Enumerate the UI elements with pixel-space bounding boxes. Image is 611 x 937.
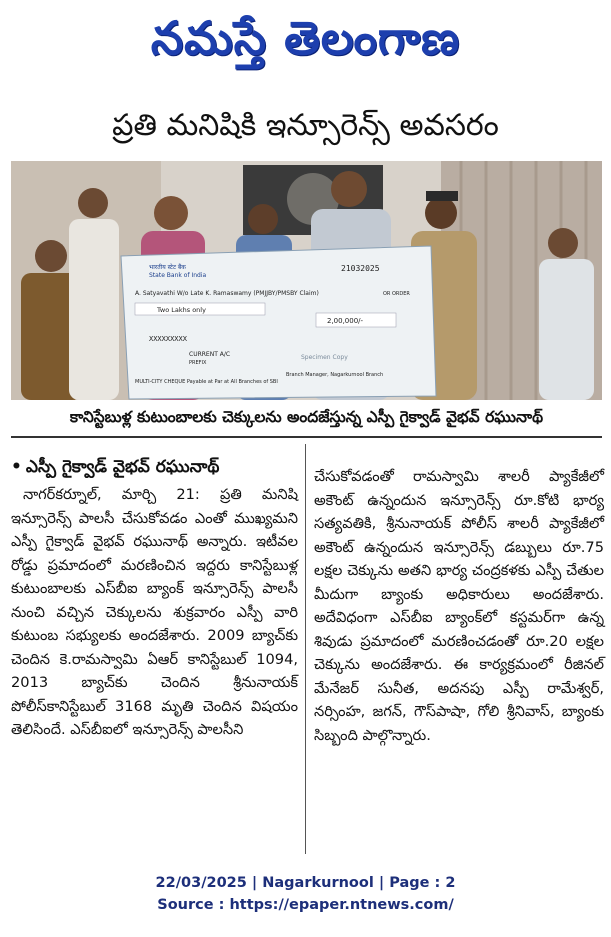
bullet-icon: • bbox=[11, 457, 22, 477]
photo-caption bbox=[11, 401, 602, 438]
article-left-column bbox=[11, 455, 298, 742]
column-divider bbox=[305, 444, 306, 854]
cheque-or-order: OR ORDER bbox=[383, 291, 410, 297]
cheque-account-type: CURRENT A/C bbox=[189, 351, 231, 358]
cheque-rupees: Two Lakhs only bbox=[157, 306, 206, 314]
footer bbox=[0, 872, 611, 916]
cheque-bank-name: भारतीय स्टेट बैंक bbox=[149, 264, 186, 271]
footer-date-line: 22/03/2025 | Nagarkurnool | Page : 2 bbox=[155, 875, 456, 891]
article-right-column bbox=[314, 465, 604, 747]
masthead bbox=[0, 0, 611, 88]
headline-text: ప్రతి మనిషికి ఇన్సూరెన్స్‌ అవసరం bbox=[112, 108, 499, 143]
headline bbox=[0, 100, 611, 158]
cheque-prefix: PREFIX bbox=[189, 360, 207, 366]
byline bbox=[11, 455, 298, 479]
byline-text: ఎస్పీ గైక్వాడ్‌ వైభవ్‌ రఘునాథ్‌ bbox=[25, 457, 220, 477]
cheque-date: 21032025 bbox=[341, 264, 380, 273]
cheque-amount: 2,00,000/- bbox=[327, 317, 364, 325]
cheque bbox=[121, 246, 436, 399]
photo-scene bbox=[11, 161, 602, 400]
cheque-account: XXXXXXXXX bbox=[149, 335, 187, 343]
photo-caption-text: కానిస్టేబుళ్ల కుటుంబాలకు చెక్కులను అందజేస్తున్న ఎస్పీ గైక్వాడ్‌ వైభవ్‌ రఘునాథ్‌ bbox=[69, 407, 544, 426]
cheque-specimen: Specimen Copy bbox=[301, 354, 348, 361]
newspaper-title: నమస్తే తెలంగాణ bbox=[150, 11, 461, 65]
cheque-bank-name-en: State Bank of India bbox=[149, 272, 207, 279]
cheque-signatory: Branch Manager, Nagarkurnool Branch bbox=[286, 372, 384, 378]
cheque-multi-city: MULTI-CITY CHEQUE Payable at Par at All Branches of SBI bbox=[135, 379, 278, 385]
footer-source-line[interactable]: Source : https://epaper.ntnews.com/ bbox=[157, 897, 454, 913]
article-body-right: చేసుకోవడంతో రామస్వామి శాలరీ ప్యాకేజీలో అకౌంట్‌ ఉన్నందున ఇన్సూరెన్స్‌ రూ.కోటి భార్య సత్యవతికి, శ్రీనునాయక్‌ పోలీస్‌ శాలరీ ప్యాకేజీలో అకౌంట్‌ ఉన్నందున ఇన్సూరెన్స్‌ డబ్బులు రూ.75 లక్షల చెక్కును అతని భార్య చంద్రకళకు ఎస్పీ చేతుల మీదుగా బ్యాంకు అధికారులు అందజేశారు. అదేవిధంగా ఎస్‌బీఐ బ్యాంక్‌లో కస్టమర్‌గా ఉన్న శివుడు ప్రమాదంలో మరణించడంతో రూ.20 లక్షల చెక్కును అందజేశారు. ఈ కార్యక్రమంలో రీజినల్‌ మేనేజర్‌ సునీత, అదనపు ఎస్పీ రామేశ్వర్‌, నర్సింహ, జగన్‌, గౌస్‌పాషా, గోలి శ్రీనివాస్‌, బ్యాంకు సిబ్బంది పాల్గొన్నారు. bbox=[314, 468, 604, 744]
news-photo bbox=[11, 161, 602, 400]
cheque-payee: A. Satyavathi W/o Late K. Ramaswamy (PMJJBY/PMSBY Claim) bbox=[135, 290, 319, 297]
article-body-left: నాగర్‌కర్నూల్‌, మార్చి 21: ప్రతి మనిషి ఇన్సూరెన్స్‌ పాలసీ చేసుకోవడం ఎంతో ముఖ్యమని ఎస్పీ గైక్వాడ్‌ వైభవ్‌ రఘునాథ్‌ అన్నారు. ఇటీవల రోడ్డు ప్రమాదంలో మరణించిన ఇద్దరు కానిస్టేబుళ్ల కుటుంబాలకు ఎస్‌బీఐ బ్యాంక్‌ ఇన్సూరెన్స్‌ పాలసీ నుంచి వచ్చిన చెక్కులను శుక్రవారం ఎస్పీ వారి కుటుంబ సభ్యులకు అందజేశారు. 2009 బ్యాచ్‌కు చెందిన కె.రామస్వామి ఏఆర్‌ కానిస్టేబుల్‌ 1094, 2013 బ్యాచ్‌కు చెందిన శ్రీనునాయక్‌ పోలీస్‌కానిస్టేబుల్‌ 3168 మృతి చెందిన విషయం తెలిసిందే. ఎస్‌బీఐలో ఇన్సూరెన్స్‌ పాలసీని bbox=[11, 486, 298, 738]
